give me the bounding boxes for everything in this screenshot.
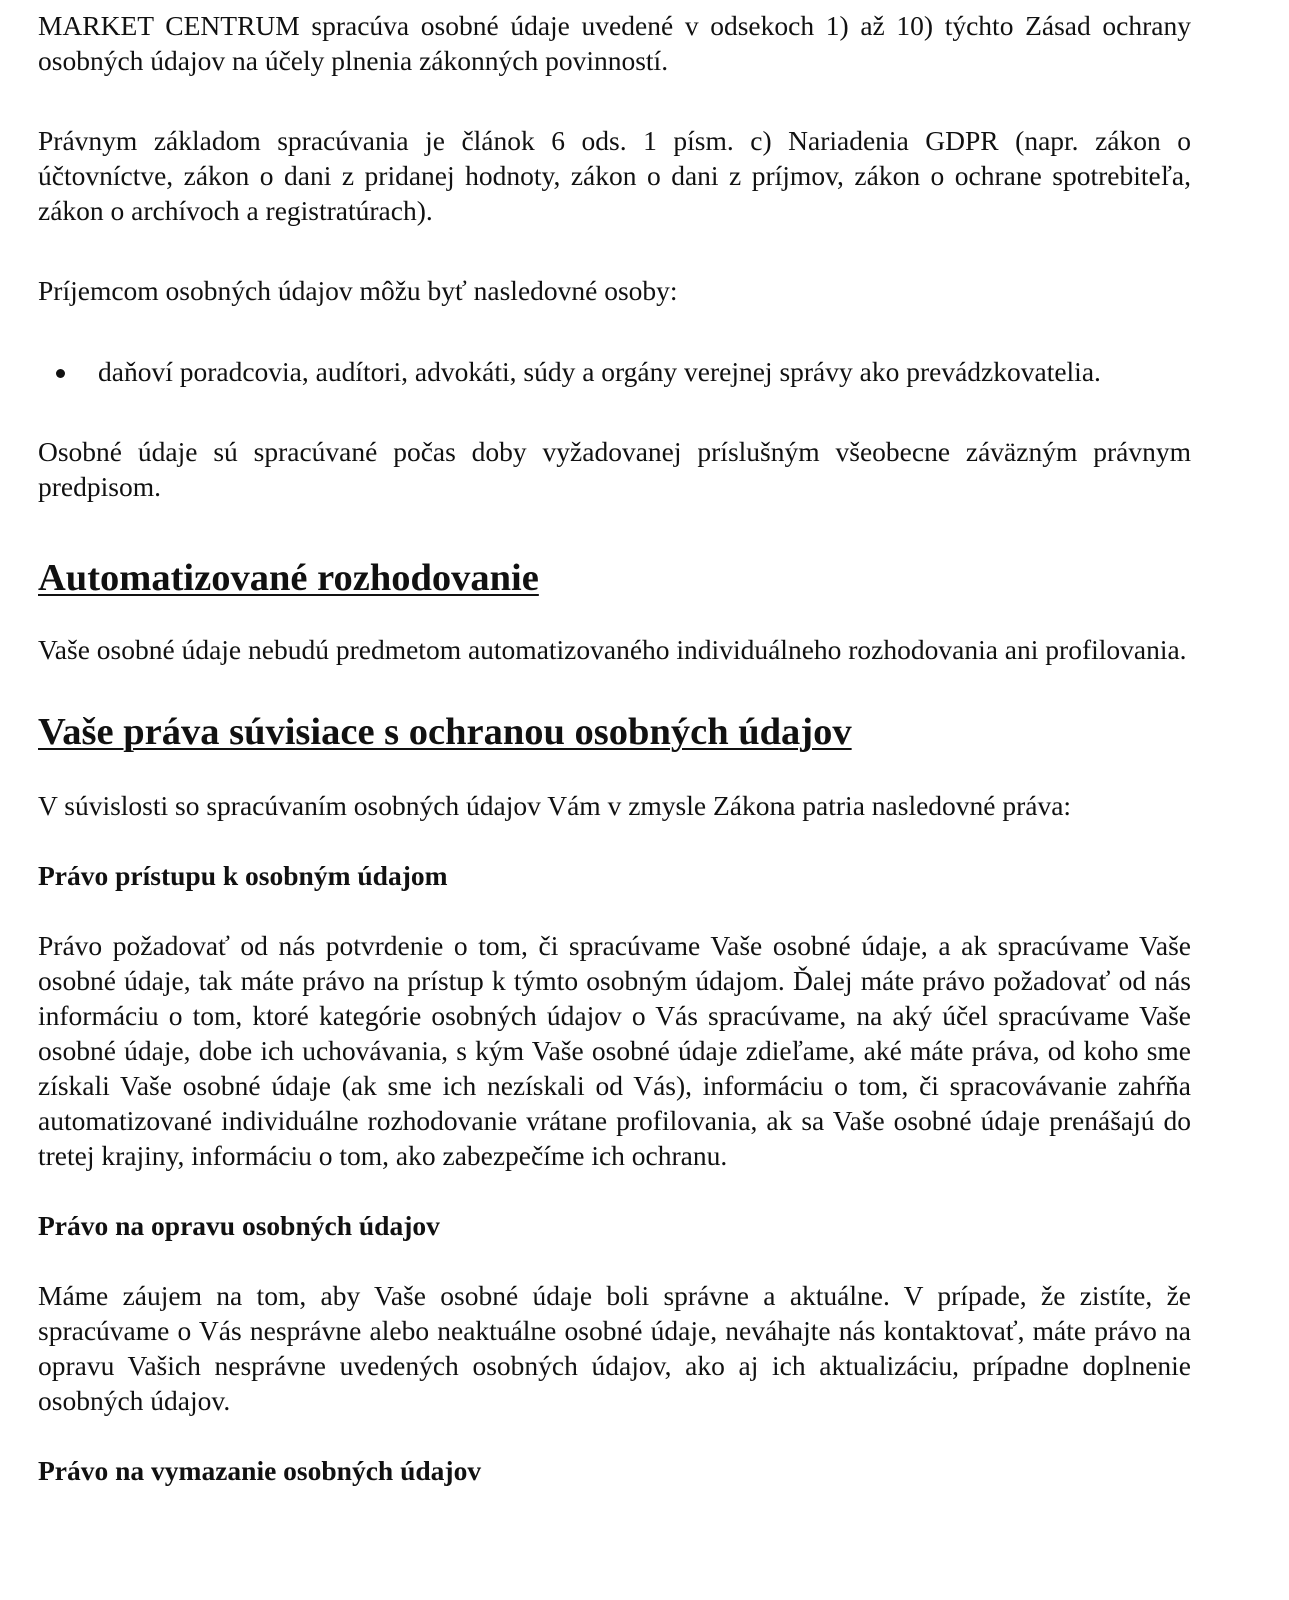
list-item-text: daňoví poradcovia, audítori, advokáti, súdy a orgány verejnej správy ako prevádzkovatelia. [98, 356, 1101, 387]
heading-automated-decision: Automatizované rozhodovanie [38, 557, 539, 599]
bullet-icon [56, 369, 65, 378]
paragraph-processing-purpose: MARKET CENTRUM spracúva osobné údaje uvedené v odsekoch 1) až 10) týchto Zásad ochrany osobných údajov na účely plnenia zákonných povinností. [38, 10, 1191, 76]
paragraph-rights-intro: V súvislosti so spracúvaním osobných údajov Vám v zmysle Zákona patria nasledovné práva: [38, 790, 1072, 821]
paragraph-legal-basis: Právnym základom spracúvania je článok 6 ods. 1 písm. c) Nariadenia GDPR (napr. zákon o účtovníctve, zákon o dani z pridanej hodnoty, zákon o dani z príjmov, zákon o ochrane spotrebiteľa, zákon o archívoch a registratúrach). [38, 125, 1191, 226]
paragraph-automated-decision: Vaše osobné údaje nebudú predmetom automatizovaného individuálneho rozhodovania ani profilovania. [38, 634, 1187, 665]
heading-your-rights: Vaše práva súvisiace s ochranou osobných údajov [38, 711, 852, 753]
paragraph-retention: Osobné údaje sú spracúvané počas doby vyžadovanej príslušným všeobecne záväzným právnym predpisom. [38, 436, 1191, 502]
paragraph-right-of-access: Právo požadovať od nás potvrdenie o tom, či spracúvame Vaše osobné údaje, a ak spracúvame Vaše osobné údaje, tak máte právo na prístup k týmto osobným údajom. Ďalej máte právo požadovať od nás informáciu o tom, ktoré kategórie osobných údajov o Vás spracúvame, na aký účel spracúvame Vaše osobné údaje, dobe ich uchovávania, s kým Vaše osobné údaje zdieľame, aké máte práva, od koho sme získali Vaše osobné údaje (ak sme ich nezískali od Vás), informáciu o tom, či spracovávanie zahŕňa automatizované individuálne rozhodovanie vrátane profilovania, ak sa Vaše osobné údaje prenášajú do tretej krajiny, informáciu o tom, ako zabezpečíme ich ochranu. [38, 930, 1191, 1171]
paragraph-right-to-rectification: Máme záujem na tom, aby Vaše osobné údaje boli správne a aktuálne. V prípade, že zistíte, že spracúvame o Vás nesprávne alebo neaktuálne osobné údaje, neváhajte nás kontaktovať, máte právo na opravu Vašich nesprávne uvedených osobných údajov, ako aj ich aktualizáciu, prípadne doplnenie osobných údajov. [38, 1280, 1191, 1416]
paragraph-recipients-intro: Príjemcom osobných údajov môžu byť nasledovné osoby: [38, 275, 678, 306]
heading-right-of-access: Právo prístupu k osobným údajom [38, 860, 448, 891]
heading-right-to-rectification: Právo na opravu osobných údajov [38, 1210, 440, 1241]
list-item [38, 354, 1191, 389]
recipients-list [38, 354, 1191, 389]
document-page [38, 8, 1191, 1488]
heading-right-to-erasure: Právo na vymazanie osobných údajov [38, 1455, 482, 1486]
